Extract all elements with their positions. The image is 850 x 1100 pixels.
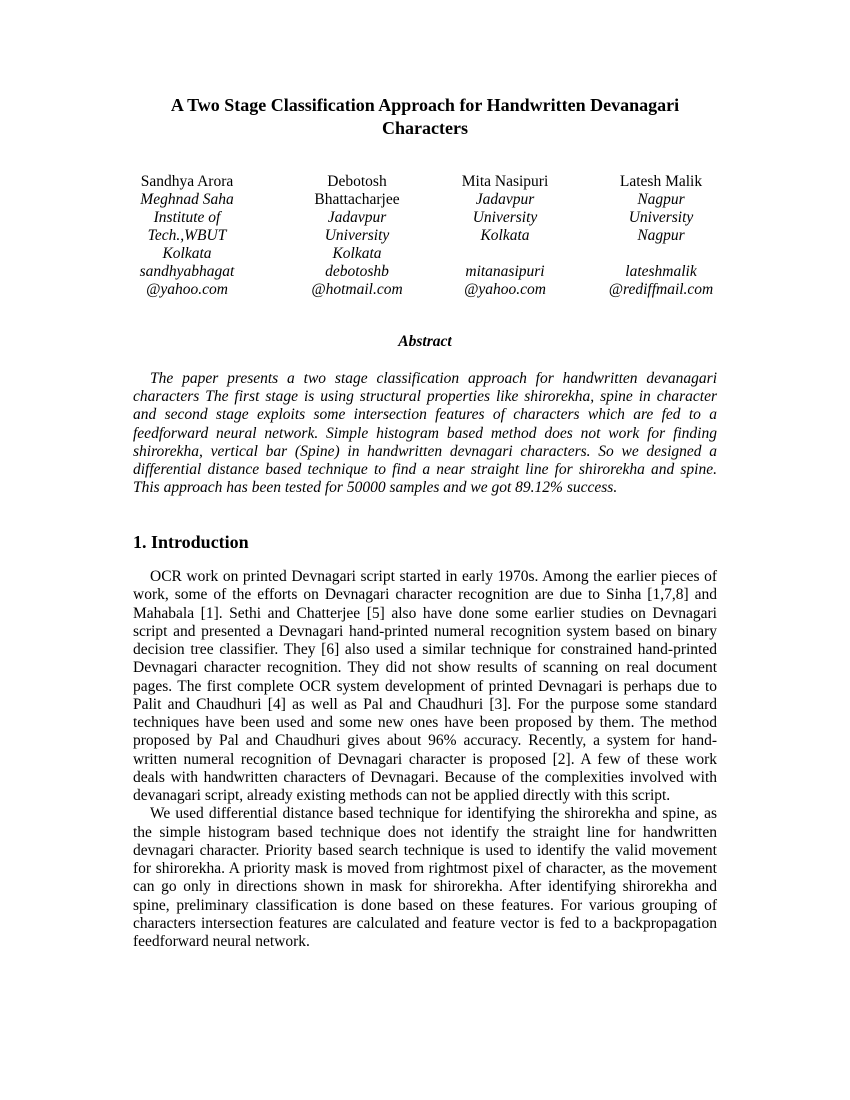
author-affiliation: University xyxy=(324,227,390,244)
author-block xyxy=(297,173,417,299)
author-email-domain: @yahoo.com xyxy=(146,281,228,298)
author-block xyxy=(128,173,246,299)
author-block xyxy=(601,173,721,299)
paper-title: A Two Stage Classification Approach for Handwritten Devanagari Characters xyxy=(170,95,680,138)
paragraph: OCR work on printed Devnagari script started in early 1970s. Among the earlier pieces of work, some of the efforts on Devnagari character recognition are due to Sinha [1,7,8] and Mahabala [1]. Sethi and Chatterjee [5] also have done some earlier studies on Devnagari script and presented a Devnagari hand-printed numeral recognition system based on binary decision tree classifier. They [6] also used a similar technique for constrained hand-printed Devnagari character recognition. They did not show results of scanning on real document pages. The first complete OCR system development of printed Devnagari is perhaps due to Palit and Chaudhuri [4] as well as Pal and Chaudhuri [3]. For the purpose some standard techniques have been used and some new ones have been proposed by them. The method proposed by Pal and Chaudhuri gives about 96% accuracy. Recently, a system for hand-written numeral recognition of Devnagari character is proposed [2]. A few of these work deals with handwritten characters of Devnagari. Because of the complexities involved with devanagari script, already existing methods can not be applied directly with this script. xyxy=(133,568,717,804)
author-affiliation: University xyxy=(628,209,694,226)
author-affiliation: Meghnad Saha xyxy=(140,191,234,208)
author-location: Kolkata xyxy=(480,227,530,244)
author-email: sandhyabhagat xyxy=(139,263,235,280)
author-block xyxy=(444,173,566,299)
author-name: Mita Nasipuri xyxy=(461,173,549,190)
author-name: Sandhya Arora xyxy=(140,173,234,190)
author-spacer xyxy=(444,245,566,263)
abstract-heading: Abstract xyxy=(398,333,452,350)
author-affiliation: Jadavpur xyxy=(327,209,387,226)
author-email: lateshmalik xyxy=(625,263,697,280)
author-affiliation: Institute of xyxy=(153,209,221,226)
author-affiliation: Tech.,WBUT xyxy=(147,227,227,244)
author-email: debotoshb xyxy=(325,263,389,280)
author-location: Kolkata xyxy=(162,245,212,262)
author-affiliation: Jadavpur xyxy=(475,191,535,208)
author-name: Debotosh xyxy=(327,173,387,190)
author-email-domain: @yahoo.com xyxy=(464,281,546,298)
author-email-domain: @hotmail.com xyxy=(311,281,403,298)
author-email-domain: @rediffmail.com xyxy=(608,281,714,298)
abstract-text: The paper presents a two stage classification approach for handwritten devanagari characters The first stage is using structural properties like shirorekha, spine in character and second stage exploits some intersection features of characters which are fed to a feedforward neural network. Simple histogram based method does not work for finding shirorekha, vertical bar (Spine) in handwritten devnagari characters. So we designed a differential distance based technique to find a near straight line for shirorekha and spine. This approach has been tested for 50000 samples and we got 89.12% success. xyxy=(133,370,717,497)
author-email: mitanasipuri xyxy=(465,263,545,280)
author-affiliation: University xyxy=(472,209,538,226)
author-name: Latesh Malik xyxy=(619,173,703,190)
author-location: Kolkata xyxy=(332,245,382,262)
author-name: Bhattacharjee xyxy=(314,191,400,208)
author-spacer xyxy=(601,245,721,263)
paragraph: We used differential distance based technique for identifying the shirorekha and spine, as the simple histogram based technique does not identify the straight line for handwritten devnagari character. Priority based search technique is used to identify the valid movement for shirorekha. A priority mask is moved from rightmost pixel of character, as the movement can go only in directions shown in mask for shirorekha. After identifying shirorekha and spine, preliminary classification is done based on these features. For various grouping of characters intersection features are calculated and feature vector is fed to a backpropagation feedforward neural network. xyxy=(133,805,717,950)
author-affiliation: Nagpur xyxy=(637,191,685,208)
section-heading: 1. Introduction xyxy=(133,532,249,552)
author-location: Nagpur xyxy=(637,227,685,244)
introduction-body xyxy=(133,568,717,951)
